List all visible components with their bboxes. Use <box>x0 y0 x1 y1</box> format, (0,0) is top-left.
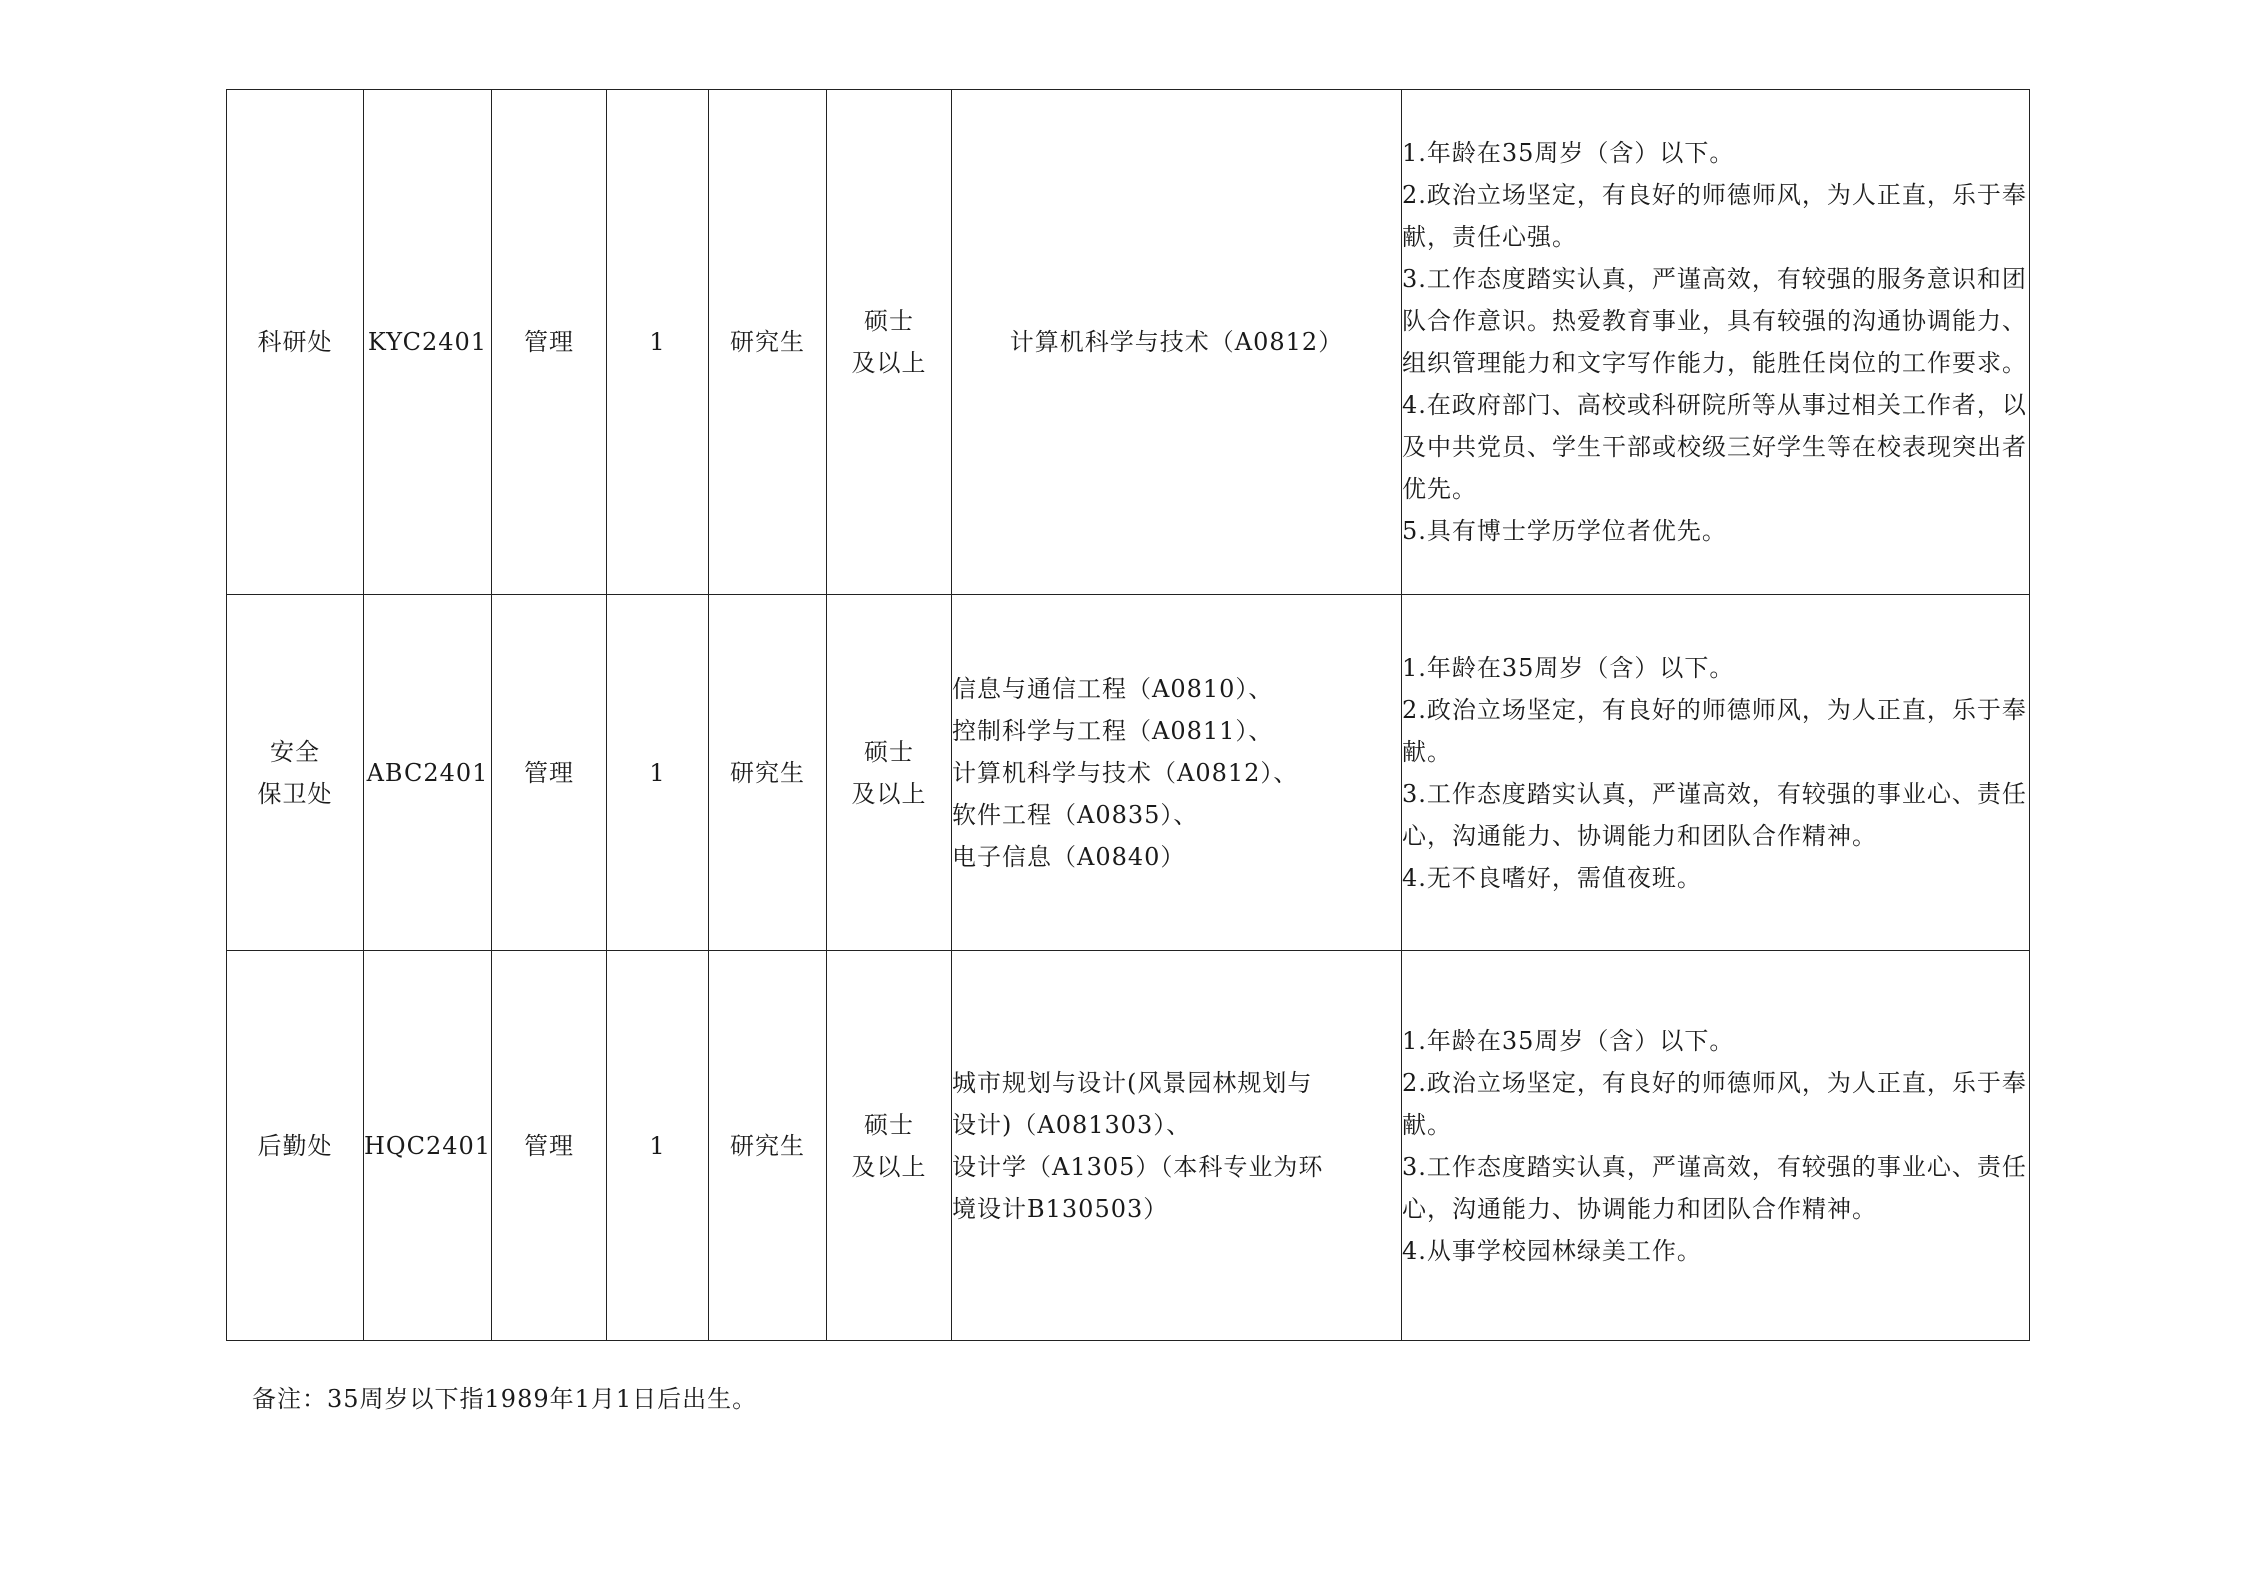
department-cell <box>227 951 364 1341</box>
requirement-item: 1.年龄在35周岁（含）以下。 <box>1402 139 1735 167</box>
position-category-cell: 管理 <box>492 595 607 951</box>
position-code-cell: ABC2401 <box>364 595 492 951</box>
footnote: 备注：35周岁以下指1989年1月1日后出生。 <box>252 1385 758 1413</box>
positions-table <box>226 89 2030 1341</box>
major-cell <box>952 951 1402 1341</box>
education-cell: 研究生 <box>709 951 827 1341</box>
degree-cell <box>827 595 952 951</box>
requirement-item: 3.工作态度踏实认真，严谨高效，有较强的服务意识和团队合作意识。热爱教育事业，具有较强的沟通协调能力、组织管理能力和文字写作能力，能胜任岗位的工作要求。 <box>1402 265 2027 377</box>
position-code-cell: KYC2401 <box>364 90 492 595</box>
requirement-item: 1.年龄在35周岁（含）以下。 <box>1402 653 1735 682</box>
headcount-cell: 1 <box>607 90 709 595</box>
requirement-item: 2.政治立场坚定，有良好的师德师风，为人正直，乐于奉献，责任心强。 <box>1402 181 2027 251</box>
position-category-cell: 管理 <box>492 951 607 1341</box>
position-code-cell: HQC2401 <box>364 951 492 1341</box>
degree-line: 及以上 <box>851 349 927 377</box>
major-line: 电子信息（A0840） <box>952 842 1186 871</box>
degree-line: 硕士 <box>864 737 914 766</box>
requirements-cell <box>1402 951 2030 1341</box>
department-cell <box>227 90 364 595</box>
major-cell <box>952 90 1402 595</box>
major-line: 城市规划与设计(风景园林规划与 <box>952 1068 1313 1097</box>
requirement-item: 4.从事学校园林绿美工作。 <box>1402 1236 1702 1265</box>
major-line: 设计)（A081303）、 <box>952 1110 1192 1139</box>
requirements-cell <box>1402 90 2030 595</box>
headcount-cell: 1 <box>607 951 709 1341</box>
department-line: 科研处 <box>257 328 333 356</box>
degree-cell <box>827 951 952 1341</box>
department-line: 后勤处 <box>257 1131 333 1160</box>
major-line: 信息与通信工程（A0810）、 <box>952 674 1274 703</box>
department-line: 保卫处 <box>257 779 333 808</box>
requirement-item: 1.年龄在35周岁（含）以下。 <box>1402 1026 1735 1055</box>
education-cell: 研究生 <box>709 90 827 595</box>
major-cell <box>952 595 1402 951</box>
major-line: 控制科学与工程（A0811）、 <box>952 716 1274 745</box>
requirement-item: 4.在政府部门、高校或科研院所等从事过相关工作者，以及中共党员、学生干部或校级三好学生等在校表现突出者优先。 <box>1402 391 2027 503</box>
table-row <box>227 90 2030 595</box>
department-cell <box>227 595 364 951</box>
major-line: 境设计B130503） <box>952 1194 1169 1223</box>
degree-line: 及以上 <box>851 779 927 808</box>
requirement-item: 2.政治立场坚定，有良好的师德师风，为人正直，乐于奉献。 <box>1402 695 2027 766</box>
major-line: 计算机科学与技术（A0812） <box>1009 328 1344 356</box>
requirement-item: 2.政治立场坚定，有良好的师德师风，为人正直，乐于奉献。 <box>1402 1068 2027 1139</box>
requirement-item: 3.工作态度踏实认真，严谨高效，有较强的事业心、责任心，沟通能力、协调能力和团队合作精神。 <box>1402 779 2027 850</box>
requirements-cell <box>1402 595 2030 951</box>
headcount-cell: 1 <box>607 595 709 951</box>
department-line: 安全 <box>270 737 320 766</box>
requirement-item: 4.无不良嗜好，需值夜班。 <box>1402 863 1702 892</box>
table-row <box>227 951 2030 1341</box>
major-line: 计算机科学与技术（A0812）、 <box>952 758 1299 787</box>
requirement-item: 3.工作态度踏实认真，严谨高效，有较强的事业心、责任心，沟通能力、协调能力和团队合作精神。 <box>1402 1152 2027 1223</box>
major-line: 软件工程（A0835）、 <box>952 800 1199 829</box>
table-row <box>227 595 2030 951</box>
degree-line: 硕士 <box>864 307 914 335</box>
education-cell: 研究生 <box>709 595 827 951</box>
degree-line: 及以上 <box>851 1152 927 1181</box>
requirement-item: 5.具有博士学历学位者优先。 <box>1402 517 1727 545</box>
degree-cell <box>827 90 952 595</box>
major-line: 设计学（A1305）（本科专业为环 <box>952 1152 1324 1181</box>
degree-line: 硕士 <box>864 1110 914 1139</box>
position-category-cell: 管理 <box>492 90 607 595</box>
